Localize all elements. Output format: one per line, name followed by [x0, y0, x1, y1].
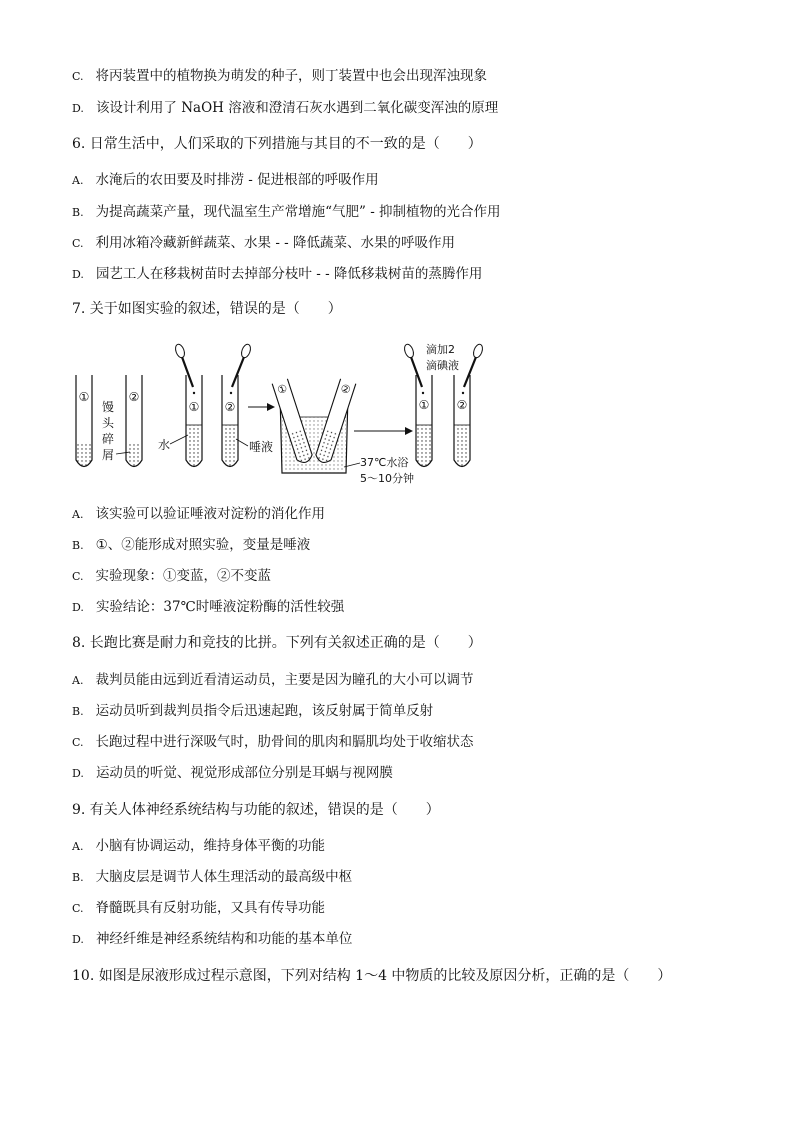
option-letter: B.	[72, 539, 84, 552]
option-letter: A.	[72, 840, 84, 853]
mantou-label-1: 馒	[102, 400, 115, 414]
option-text: 长跑过程中进行深吸气时，肋骨间的肌肉和膈肌均处于收缩状态	[95, 734, 474, 750]
option-text: 利用冰箱冷藏新鲜蔬菜、水果 - - 降低蔬菜、水果的呼吸作用	[95, 235, 456, 251]
tube-1-label: ①	[188, 400, 200, 414]
option-letter: A.	[72, 174, 84, 187]
q9-option-d	[72, 930, 352, 949]
tube-2-label: ②	[224, 400, 236, 414]
option-text: 裁判员能由远到近看清运动员，主要是因为瞳孔的大小可以调节	[95, 672, 474, 688]
q5-option-d	[72, 99, 498, 118]
q6-stem: 6. 日常生活中，人们采取的下列措施与其目的不一致的是（ ）	[72, 136, 482, 152]
option-text: 神经纤维是神经系统结构和功能的基本单位	[95, 931, 353, 947]
option-letter: D.	[72, 767, 84, 780]
q8-option-d	[72, 764, 393, 783]
option-letter: A.	[72, 674, 84, 687]
q8-option-b	[72, 702, 433, 721]
tube-1-label: ①	[275, 381, 290, 398]
option-text: 该设计利用了 NaOH 溶液和澄清石灰水遇到二氧化碳变浑浊的原理	[95, 100, 499, 116]
tube-2-label: ②	[128, 390, 140, 404]
q6-option-c	[72, 234, 455, 253]
option-text: 将丙装置中的植物换为萌发的种子，则丁装置中也会出现浑浊现象	[95, 68, 488, 84]
q7-option-c	[72, 567, 271, 586]
option-text: 运动员的听觉、视觉形成部位分别是耳蜗与视网膜	[95, 765, 393, 781]
q6-option-d	[72, 265, 482, 284]
option-letter: A.	[72, 508, 84, 521]
option-text: 园艺工人在移栽树苗时去掉部分枝叶 - - 降低移栽树苗的蒸腾作用	[95, 266, 483, 282]
q6-option-b	[72, 203, 501, 222]
q9-stem: 9. 有关人体神经系统结构与功能的叙述，错误的是（ ）	[72, 802, 440, 818]
option-letter: C.	[72, 902, 84, 915]
dropper	[174, 343, 195, 394]
option-letter: D.	[72, 933, 84, 946]
q7-experiment-figure	[60, 335, 500, 495]
dropper	[230, 343, 252, 394]
option-text: 脊髓既具有反射功能，又具有传导功能	[95, 900, 326, 916]
dropper	[462, 343, 484, 394]
option-text: 大脑皮层是调节人体生理活动的最高级中枢	[95, 869, 353, 885]
mantou-label-2: 头	[102, 416, 115, 430]
option-text: ①、②能形成对照实验，变量是唾液	[95, 537, 311, 553]
q6-option-a	[72, 171, 379, 190]
option-letter: B.	[72, 871, 84, 884]
option-text: 水淹后的农田要及时排涝 - 促进根部的呼吸作用	[95, 172, 379, 188]
iodine-label-1: 滴加2	[426, 343, 455, 356]
iodine-label-2: 滴碘液	[426, 359, 459, 372]
option-text: 实验现象：①变蓝，②不变蓝	[95, 568, 272, 584]
tube-1-label: ①	[78, 390, 90, 404]
q8-stem: 8. 长跑比赛是耐力和竞技的比拼。下列有关叙述正确的是（ ）	[72, 635, 482, 651]
q9-option-c	[72, 899, 325, 918]
option-text: 运动员听到裁判员指令后迅速起跑，该反射属于简单反射	[95, 703, 434, 719]
option-letter: C.	[72, 237, 84, 250]
water-bath-beaker	[272, 379, 356, 473]
option-letter: D.	[72, 601, 84, 614]
option-letter: B.	[72, 206, 84, 219]
tube-1-initial	[76, 375, 92, 467]
q9-option-a	[72, 837, 325, 856]
option-letter: D.	[72, 268, 84, 281]
dropper	[403, 343, 424, 394]
saliva-label: 唾液	[249, 440, 274, 454]
tube-2-saliva	[222, 343, 252, 466]
q7-option-a	[72, 505, 325, 524]
tube-2-label: ②	[338, 381, 353, 398]
q9-option-b	[72, 868, 352, 887]
water-pointer	[170, 435, 188, 444]
q7-stem: 7. 关于如图实验的叙述，错误的是（ ）	[72, 301, 342, 317]
bath-label: 37℃水浴	[360, 456, 409, 469]
option-text: 为提高蔬菜产量，现代温室生产常增施“气肥” - 抑制植物的光合作用	[95, 204, 501, 220]
option-letter: C.	[72, 570, 84, 583]
q8-option-a	[72, 671, 473, 690]
tube-2-label: ②	[456, 398, 468, 412]
mantou-label-4: 屑	[102, 448, 115, 462]
q10-stem: 10. 如图是尿液形成过程示意图，下列对结构 1～4 中物质的比较及原因分析，正确的是（ ）	[72, 968, 672, 984]
option-letter: B.	[72, 705, 84, 718]
option-text: 该实验可以验证唾液对淀粉的消化作用	[95, 506, 325, 522]
option-text: 小脑有协调运动，维持身体平衡的功能	[95, 838, 325, 854]
q8-option-c	[72, 733, 474, 752]
q7-option-d	[72, 598, 344, 617]
mantou-label-3: 碎	[102, 432, 115, 446]
water-label: 水	[158, 438, 171, 452]
tube-1-water	[174, 343, 202, 466]
time-label: 5～10分钟	[360, 472, 414, 485]
tube-2-initial	[126, 375, 142, 467]
q5-option-c	[72, 67, 487, 86]
q7-option-b	[72, 536, 310, 555]
option-letter: C.	[72, 736, 84, 749]
option-text: 实验结论：37℃时唾液淀粉酶的活性较强	[95, 599, 345, 615]
option-letter: C.	[72, 70, 84, 83]
option-letter: D.	[72, 102, 84, 115]
tube-1-label: ①	[418, 398, 430, 412]
